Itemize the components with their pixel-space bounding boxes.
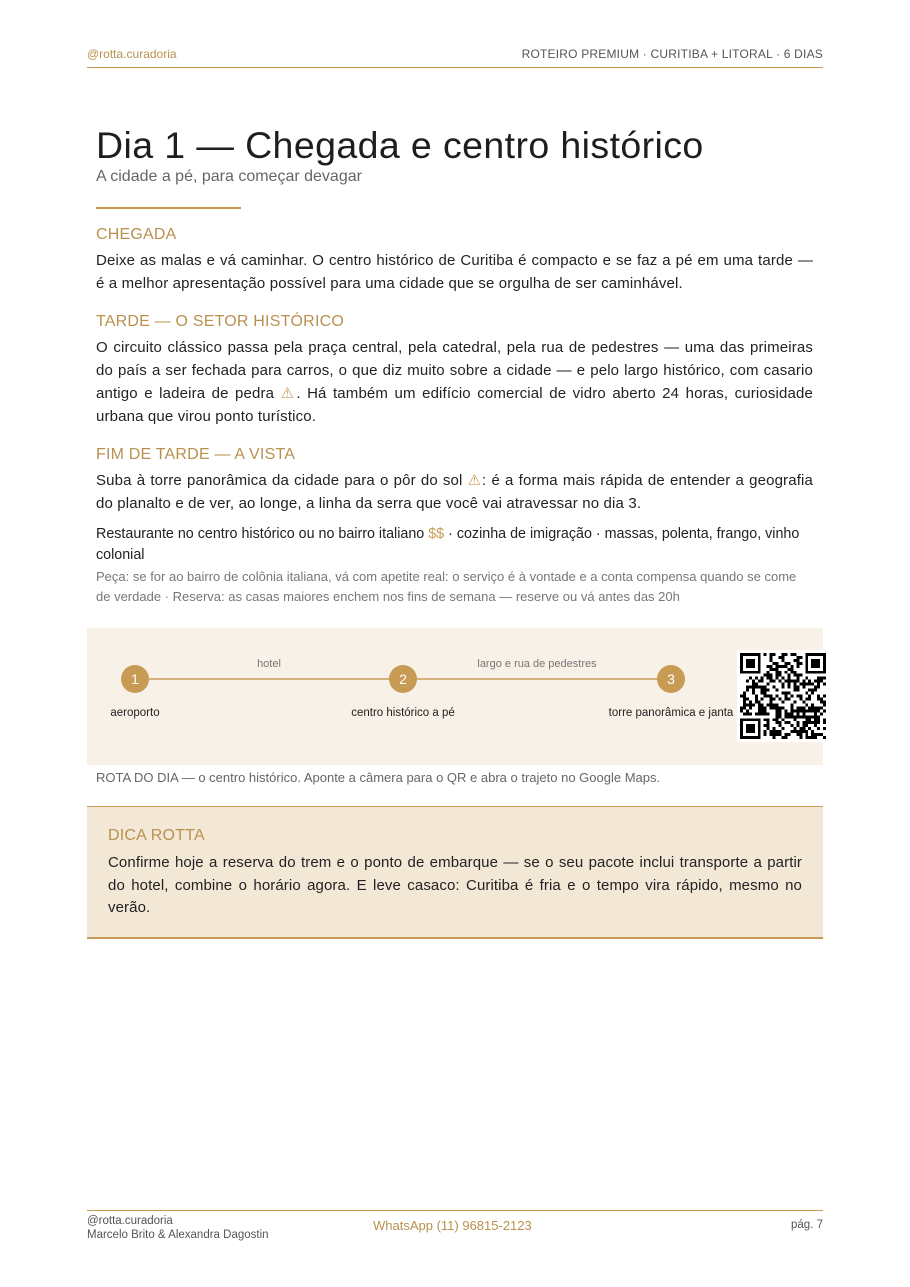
section-text-afternoon <box>96 336 813 429</box>
evening-text-part-1: Suba à torre panorâmica da cidade para o pôr do sol <box>96 471 468 489</box>
stop-label: centro histórico a pé <box>351 707 455 719</box>
tip-text: Confirme hoje a reserva do trem e o ponto de embarque — se o seu pacote inclui transporte a partir do hotel, combine o horário agora. E leve casaco: Curitiba é fria e o tempo vira rápido, mesmo no verão. <box>108 854 802 916</box>
route-caption: ROTA DO DIA — o centro histórico. Aponte a câmera para o QR e abra o trajeto no Google Maps. <box>96 770 661 785</box>
qr-code[interactable] <box>737 650 829 742</box>
stop-number: 3 <box>667 671 675 687</box>
day-subtitle: A cidade a pé, para começar devagar <box>96 168 362 185</box>
restaurant-text-part-1: Restaurante no centro histórico ou no bairro italiano <box>96 526 429 543</box>
evening-text-part-2: : é a forma mais rápida de entender a geografia do planalto e de ver, ao longe, a linha da serra que você vai atravessar no dia 3. <box>96 471 813 513</box>
warning-icon: ⚠ <box>280 385 297 403</box>
footer-brand: @rotta.curadoria <box>87 1215 173 1227</box>
section-heading-arrival: CHEGADA <box>96 226 177 243</box>
section-heading-evening: FIM DE TARDE — A VISTA <box>96 445 296 463</box>
tip-box <box>87 806 823 939</box>
route-stop <box>110 665 159 719</box>
section-text-arrival: Deixe as malas e vá caminhar. O centro histórico de Curitiba é compacto e se faz a pé em uma tarde — é a melhor apresentação possível para uma cidade que se orgulha de ser caminhável. <box>96 252 813 293</box>
route-diagram <box>87 628 823 765</box>
page-number: pág. 7 <box>791 1219 823 1231</box>
day-title: Dia 1 — Chegada e centro histórico <box>96 124 704 166</box>
page-footer <box>87 1210 823 1244</box>
stop-label: aeroporto <box>110 707 160 719</box>
route-leg-label: hotel <box>257 658 281 670</box>
restaurant-text-part-2: · cozinha de imigração · massas, polenta, frango, vinho colonial <box>96 526 800 564</box>
route-leg-label: largo e rua de pedestres <box>477 658 597 670</box>
stop-label: torre panorâmica e janta <box>608 707 734 719</box>
section-text-evening <box>96 469 813 516</box>
restaurant-recommendation <box>96 524 813 566</box>
qr-code-icon <box>737 650 829 742</box>
tip-title: DICA ROTTA <box>108 827 205 844</box>
route-stop <box>351 665 455 719</box>
stop-number: 1 <box>131 671 139 687</box>
warning-icon: ⚠ <box>467 471 483 489</box>
afternoon-text-part-1: O circuito clássico passa pela praça central, pela catedral, pela rua de pedestres — uma das primeiras do país a ser fechada para carros, o que diz muito sobre a cidade — e pelo largo histórico, com casario antigo e ladeira de pedra <box>96 338 813 403</box>
price-level: $$ <box>428 526 445 543</box>
afternoon-text-part-2: . Há também um edifício comercial de vidro aberto 24 horas, curiosidade urbana que virou ponto turístico. <box>96 385 813 426</box>
header-document-title: ROTEIRO PREMIUM · CURITIBA + LITORAL · 6 DIAS <box>521 47 823 61</box>
header-brand: @rotta.curadoria <box>87 47 177 61</box>
restaurant-note: Peça: se for ao bairro de colônia italiana, vá com apetite real: o serviço é à vontade e a conta compensa quando se come de verdade · Reserva: as casas maiores enchem nos fins de semana — reserve ou vá antes das 20h <box>96 569 797 605</box>
stop-number: 2 <box>399 671 407 687</box>
route-stop <box>609 665 734 719</box>
title-divider <box>96 207 241 209</box>
route-map <box>87 628 823 765</box>
footer-authors: Marcelo Brito & Alexandra Dagostin <box>87 1229 269 1241</box>
day-content <box>96 122 813 607</box>
footer-whatsapp-link[interactable]: WhatsApp (11) 96815-2123 <box>373 1218 532 1233</box>
page-header <box>87 46 823 68</box>
section-heading-afternoon: TARDE — O SETOR HISTÓRICO <box>96 312 344 330</box>
